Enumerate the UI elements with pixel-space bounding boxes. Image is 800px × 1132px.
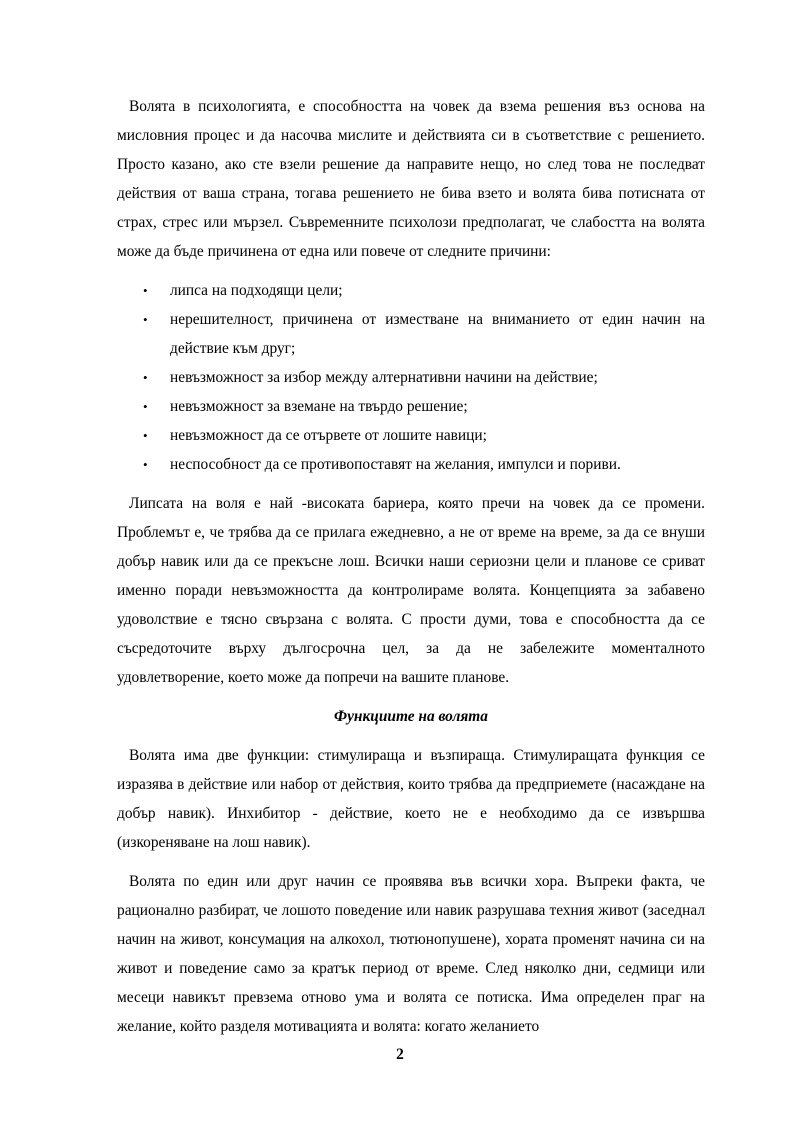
bullet-icon: • [143, 370, 148, 385]
paragraph-will-definition: Волята в психологията, е способността на човек да взема решения въз основа на мисловния процес и да насочва мислите и действията си в съответствие с решението. Просто казано, ако сте взели решение да направите нещо, но след това не последват действия от ваша страна, тогава решението не бива взето и волята бива потисната от страх, стрес или мързел. Съвременните психолози предполагат, че слабостта на волята може да бъде причинена от една или повече от следните причини: [117, 98, 705, 260]
bullet-icon: • [143, 283, 148, 298]
list-item: • невъзможност за вземане на твърдо решение; [117, 392, 705, 421]
list-item: • неспособност да се противопоставят на желания, импулси и пориви. [117, 450, 705, 479]
document-page [117, 92, 705, 1041]
section-heading: Функциите на волята [334, 708, 488, 725]
paragraph-spacer [117, 857, 705, 867]
bullet-icon: • [143, 457, 148, 472]
list-item: • невъзможност за избор между алтернативни начини на действие; [117, 363, 705, 392]
list-item: • липса на подходящи цели; [117, 276, 705, 305]
page-number: 2 [396, 1046, 404, 1063]
bullet-icon: • [143, 399, 148, 414]
bullet-icon: • [143, 312, 148, 327]
paragraph-functions: Волята има две функции: стимулираща и възпираща. Стимулиращата функция се изразява в действие или набор от действия, които трябва да предприемете (насаждане на добър навик). Инхибитор - действие, което не е необходимо да се извършва (изкореняване на лош навик). [117, 747, 705, 851]
reasons-list [117, 276, 705, 479]
paragraph-manifestation: Волята по един или друг начин се проявява във всички хора. Въпреки факта, че рационално разбират, че лошото поведение или навик разрушава техния живот (заседнал начин на живот, консумация на алкохол, тютюнопушене), хората променят начина си на живот и поведение само за кратък период от време. След няколко дни, седмици или месеци навикът превзема отново ума и волята се потиска. Има определен праг на желание, който разделя мотивацията и волята: когато желанието [117, 873, 705, 1035]
list-item: • нерешителност, причинена от изместване на вниманието от един начин на действие към друг; [117, 305, 705, 363]
bullet-icon: • [143, 428, 148, 443]
list-item: • невъзможност да се отървете от лошите навици; [117, 421, 705, 450]
paragraph-lack-of-will: Липсата на воля е най -високата бариера, която пречи на човек да се промени. Проблемът е, че трябва да се прилага ежедневно, а не от време на време, за да се внуши добър навик или да се прекъсне лош. Всички наши сериозни цели и планове се сриват именно поради невъзможността да контролираме волята. Концепцията за забавено удоволствие е тясно свързана с волята. С прости думи, това е способността да се съсредоточите върху дългосрочна цел, за да не забележите моменталното удовлетворение, което може да попречи на вашите планове. [117, 495, 705, 686]
